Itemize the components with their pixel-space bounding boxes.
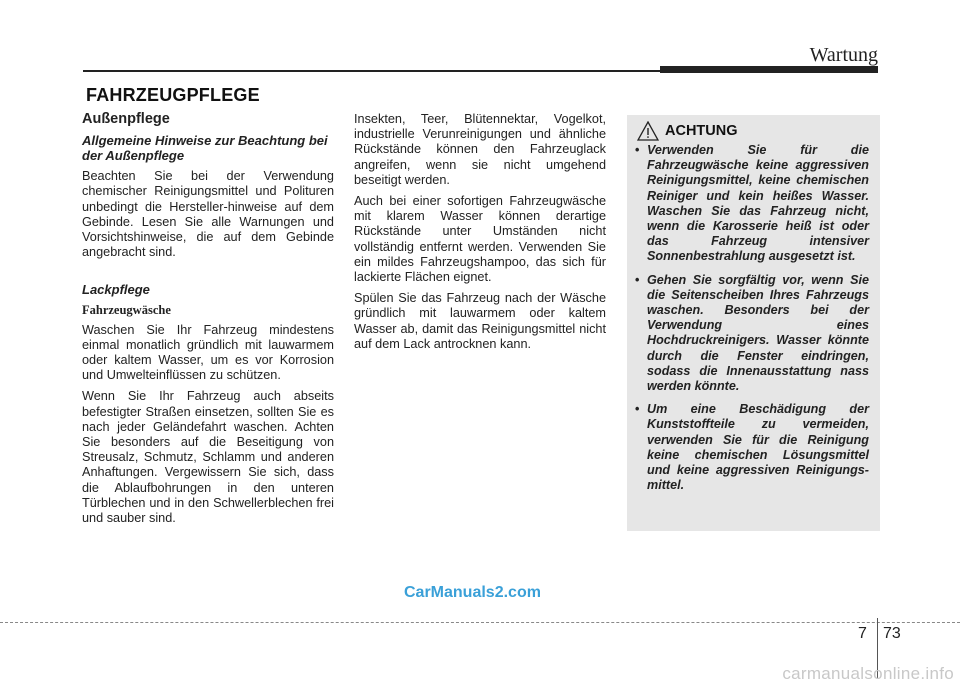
warning-header [637, 121, 738, 141]
footer-divider [0, 622, 960, 623]
column-middle [354, 112, 606, 358]
warning-triangle-icon [637, 121, 659, 141]
subheading-paint-care: Lackpflege [82, 282, 150, 298]
bottom-watermark: carmanualsonline.info [782, 664, 954, 683]
warning-box [627, 115, 880, 531]
paragraph: Beachten Sie bei der Verwendung chemischer Reinigungsmittel und Polituren unbedingt die Hersteller-hinweise auf dem Gebinde. Lesen Sie alle Warnungen und Vorsichtshinweise, die auf dem Gebinde angebracht sind. [82, 169, 334, 260]
warning-list [635, 143, 869, 501]
section-title: FAHRZEUGPFLEGE [86, 85, 260, 105]
column-left [82, 110, 334, 532]
chapter-number: 7 [858, 625, 867, 642]
paragraph: Auch bei einer sofortigen Fahrzeugwäsche mit klarem Wasser können derartige Rückstände unter Umständen nicht vollständig entfernt werden. Verwenden Sie ein mildes Fahrzeugshampoo, das sich für lackierte Flächen eignet. [354, 194, 606, 285]
header-rule [83, 70, 663, 72]
page-number: 73 [883, 625, 901, 642]
warning-item: • Gehen Sie sorgfältig vor, wenn Sie die Seitenscheiben Ihres Fahrzeugs waschen. Besonders bei der Verwendung eines Hochdruckreinigers. Wasser könnte durch die Fenster eindringen, sodass die Innenausstattung nass werden könnte. [635, 273, 869, 395]
paragraph: Waschen Sie Ihr Fahrzeug mindestens einmal monatlich gründlich mit lauwarmem oder kaltem Wasser, um es vor Korrosion und Umwelteinflüssen zu schützen. [82, 322, 334, 383]
header-rule-accent [660, 66, 878, 73]
watermark-link[interactable]: CarManuals2.com [404, 584, 541, 601]
paragraph: Wenn Sie Ihr Fahrzeug auch abseits befestigter Straßen einsetzen, sollten Sie es nach jeder Geländefahrt waschen. Achten Sie besonders auf die Beseitigung von Streusalz, Schmutz, Schlamm und anderen Anhaftungen. Vergewissern Sie sich, dass die Ablaufbohrungen in den unteren Türblechen und in den Schwellerblechen frei und sauber sind. [82, 389, 334, 526]
subheading-general-notes: Allgemeine Hinweise zur Beachtung bei der Außenpflege [82, 133, 328, 164]
warning-label: ACHTUNG [665, 123, 738, 139]
heading-exterior-care: Außenpflege [82, 111, 170, 127]
warning-item: • Verwenden Sie für die Fahrzeugwäsche keine aggressiven Reinigungsmittel, keine chemischen Reiniger und kein heißes Wasser. Waschen Sie das Fahrzeug nicht, wenn die Karosserie heiß ist oder das Fahrzeug intensiver Sonnenbestrahlung ausgesetzt ist. [635, 143, 869, 265]
warning-item: • Um eine Beschädigung der Kunststoffteile zu vermeiden, verwenden Sie für die Reinigung keine chemischen Lösungsmittel und keine aggressiven Reinigungs-mittel. [635, 402, 869, 493]
paragraph: Insekten, Teer, Blütennektar, Vogelkot, industrielle Verunreinigungen und ähnliche Rückstände können den Fahrzeuglack angreifen, wenn sie nicht umgehend beseitigt werden. [354, 112, 606, 187]
paragraph: Spülen Sie das Fahrzeug nach der Wäsche gründlich mit lauwarmem oder kaltem Wasser ab, damit das Reinigungsmittel nicht auf dem Lack antrocknen kann. [354, 291, 606, 351]
subheading-car-wash: Fahrzeugwäsche [82, 303, 171, 318]
header-title: Wartung [809, 44, 878, 66]
